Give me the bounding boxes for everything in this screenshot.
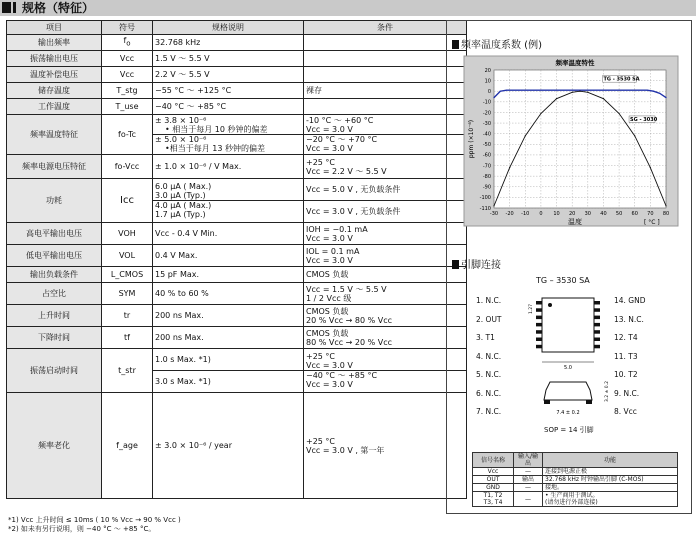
row-spec: 1.0 s Max. *1) 3.0 s Max. *1) [153, 349, 304, 393]
row-symbol: tf [102, 327, 153, 349]
data-point [579, 91, 580, 92]
header-signal: 信号名称 [473, 453, 514, 468]
row-condition: Vcc = 1.5 V ～ 5.5 V 1 / 2 Vcc 级 [304, 283, 467, 305]
data-point [603, 98, 604, 99]
y-tick-label: -70 [482, 163, 491, 170]
data-point [509, 167, 510, 168]
pin-label: 6. N.C. [476, 388, 502, 398]
y-axis-label: ppm (×10⁻⁶) [468, 119, 475, 159]
row-spec: Vcc - 0.4 V Min. [153, 223, 304, 245]
pin-label: 1. N.C. [476, 296, 502, 305]
row-spec: 2.2 V ～ 5.5 V [153, 67, 304, 83]
pin-section-title: 引脚连接 [452, 256, 501, 271]
table-row [473, 484, 678, 492]
row-item: 功耗 [7, 179, 102, 223]
footnote: *1) Vcc 上升时间 ≤ 10ms ( 10 % Vcc → 90 % Vcc ) [8, 516, 181, 524]
side-lead [544, 400, 550, 404]
footnotes [8, 516, 181, 534]
chart-section-title: 频率温度系数 (例) [452, 36, 542, 51]
row-spec: 32.768 kHz [153, 35, 304, 51]
data-point [647, 90, 648, 91]
footnote: *2) 如未有另行说明，则 −40 °C ～ +85 °C。 [8, 525, 156, 533]
data-point [618, 113, 619, 114]
package-name: TG – 3530 SA [536, 276, 590, 285]
pin-label: 11. T3 [614, 351, 638, 361]
row-condition: CMOS 负载 20 % Vcc → 80 % Vcc [304, 305, 467, 327]
table-header-row [7, 21, 467, 35]
y-tick-label: -80 [482, 173, 491, 180]
row-condition: IOL = 0.1 mA Vcc = 3.0 V [304, 245, 467, 267]
pin-function-table [472, 452, 678, 507]
data-point [634, 135, 635, 136]
row-symbol: SYM [102, 283, 153, 305]
row-symbol: tr [102, 305, 153, 327]
dim-bottom-width: 7.4 ± 0.2 [556, 410, 580, 416]
row-symbol: t_str [102, 349, 153, 393]
row-item: 高电平输出电压 [7, 223, 102, 245]
data-point [500, 91, 501, 92]
dim-top-width: 5.0 [564, 365, 572, 371]
x-axis-label: 温度 [568, 218, 582, 226]
table-row [7, 267, 467, 283]
table-row [7, 349, 467, 393]
package-pin [594, 345, 600, 349]
row-item: 输出频率 [7, 35, 102, 51]
header-spec: 规格说明 [153, 21, 304, 35]
package-pin [536, 301, 542, 305]
table-cell: 输出 [514, 476, 543, 484]
row-spec: 40 % to 60 % [153, 283, 304, 305]
data-point [659, 93, 660, 94]
row-condition: IOH = −0.1 mA Vcc = 3.0 V [304, 223, 467, 245]
data-point [665, 97, 666, 98]
series-label: TG - 3530 SA [603, 76, 640, 83]
pin-label: 4. N.C. [476, 351, 502, 361]
y-tick-label: 10 [484, 78, 491, 85]
row-spec: ± 3.8 × 10⁻⁶ • 相当于每月 10 秒钟的偏差 ± 5.0 × 10⁻⁶ •相当于每月 13 秒钟的偏差 [153, 115, 304, 155]
data-point [493, 205, 494, 206]
row-item: 工作温度 [7, 99, 102, 115]
x-tick-label: 10 [553, 211, 560, 217]
table-row [473, 492, 678, 507]
y-tick-label: -90 [482, 184, 491, 191]
row-symbol: fo-Vcc [102, 155, 153, 179]
x-axis-unit: [ °C ] [644, 219, 660, 226]
row-symbol: Vcc [102, 67, 153, 83]
square-bullet-icon [452, 260, 459, 269]
spec-table [6, 20, 467, 499]
table-row [7, 283, 467, 305]
pin-label: 12. T4 [614, 333, 638, 342]
table-row [7, 51, 467, 67]
row-item: 上升时间 [7, 305, 102, 327]
pin-label: 2. OUT [476, 314, 502, 324]
y-tick-label: -110 [479, 205, 491, 212]
row-item: 输出负载条件 [7, 267, 102, 283]
row-item: 振荡启动时间 [7, 349, 102, 393]
package-pin [594, 338, 600, 342]
row-condition [304, 67, 467, 83]
pin-label: 7. N.C. [476, 407, 502, 416]
pin-label: 9. N.C. [614, 388, 640, 398]
row-item: 低电平输出电压 [7, 245, 102, 267]
table-row [7, 67, 467, 83]
row-symbol: VOH [102, 223, 153, 245]
table-header-row [473, 453, 678, 468]
row-spec: 1.5 V ～ 5.5 V [153, 51, 304, 67]
table-cell: — [514, 492, 543, 507]
data-point [506, 90, 507, 91]
row-spec: 6.0 μA ( Max.) 3.0 μA (Typ.) 4.0 μA ( Max.) 1.7 μA (Typ.) [153, 179, 304, 223]
table-row [7, 245, 467, 267]
data-point [540, 113, 541, 114]
y-tick-label: -100 [479, 195, 491, 202]
y-tick-label: 20 [484, 67, 491, 74]
row-symbol: VOL [102, 245, 153, 267]
header-condition: 条件 [304, 21, 467, 35]
package-pin [594, 330, 600, 334]
pin1-marker-icon [548, 303, 552, 307]
row-condition: CMOS 负载 [304, 267, 467, 283]
x-tick-label: -20 [505, 211, 514, 217]
data-point [572, 92, 573, 93]
table-cell: OUT [473, 476, 514, 484]
row-symbol: Vcc [102, 51, 153, 67]
table-cell: — [514, 468, 543, 476]
table-row [7, 179, 467, 223]
x-tick-label: 70 [647, 211, 654, 217]
page-title: 规格（特征） [22, 1, 95, 15]
y-tick-label: -20 [482, 110, 491, 117]
series-label: SG - 3030 [630, 116, 658, 123]
table-row [7, 327, 467, 349]
y-tick-label: -50 [482, 142, 491, 149]
sop-label: SOP = 14 引脚 [544, 426, 594, 434]
row-condition: 裸存 [304, 83, 467, 99]
row-spec: −40 °C ～ +85 °C [153, 99, 304, 115]
table-row [7, 35, 467, 51]
table-row [7, 83, 467, 99]
table-row [7, 393, 467, 499]
data-point [665, 205, 666, 206]
row-item: 下降时间 [7, 327, 102, 349]
pin-label: 14. GND [614, 296, 646, 305]
package-pin [536, 345, 542, 349]
x-tick-label: 30 [584, 211, 592, 217]
row-condition: +25 °C Vcc = 2.2 V ～ 5.5 V [304, 155, 467, 179]
x-tick-label: 20 [568, 211, 576, 217]
pin-label: 3. T1 [476, 333, 495, 342]
row-spec: 15 pF Max. [153, 267, 304, 283]
table-row [7, 99, 467, 115]
row-condition: -10 °C ～ +60 °C Vcc = 3.0 V −20 °C ～ +70 °C Vcc = 3.0 V [304, 115, 467, 155]
row-item: 频率温度特征 [7, 115, 102, 155]
row-symbol: fo-Tc [102, 115, 153, 155]
data-point [587, 92, 588, 93]
x-tick-label: 80 [662, 211, 670, 217]
row-condition: +25 °C Vcc = 3.0 V , 第一年 [304, 393, 467, 499]
table-cell: T1, T2 T3, T4 [473, 492, 514, 507]
row-condition: Vcc = 5.0 V , 无负载条件 Vcc = 3.0 V , 无负载条件 [304, 179, 467, 223]
table-cell: GND [473, 484, 514, 492]
row-spec: 0.4 V Max. [153, 245, 304, 267]
x-tick-label: 50 [615, 211, 623, 217]
row-symbol: T_stg [102, 83, 153, 99]
row-spec: ± 3.0 × 10⁻⁶ / year [153, 393, 304, 499]
data-point [525, 135, 526, 136]
row-symbol: L_CMOS [102, 267, 153, 283]
row-condition: +25 °C Vcc = 3.0 V −40 °C ～ +85 °C Vcc = 3.0 V [304, 349, 467, 393]
table-row [7, 223, 467, 245]
header-function: 功能 [543, 453, 678, 468]
side-view-body [544, 382, 592, 400]
row-symbol: $f_o$ [102, 35, 153, 51]
side-lead [586, 400, 592, 404]
table-cell: 接地。 [543, 484, 678, 492]
pin-label: 10. T2 [614, 370, 638, 379]
table-cell: Vcc [473, 468, 514, 476]
header-symbol: 符号 [102, 21, 153, 35]
package-pin [536, 330, 542, 334]
row-condition [304, 99, 467, 115]
package-pin [594, 301, 600, 305]
package-pin [536, 338, 542, 342]
package-pin [594, 316, 600, 320]
row-item: 储存温度 [7, 83, 102, 99]
header-io: 输入/输出 [514, 453, 543, 468]
row-item: 振荡输出电压 [7, 51, 102, 67]
x-tick-label: -30 [489, 211, 499, 217]
table-row [473, 468, 678, 476]
table-cell: — [514, 484, 543, 492]
table-cell: • 生产商用于测试。 (请勿进行外部连接) [543, 492, 678, 507]
package-pin [536, 316, 542, 320]
pin-label: 13. N.C. [614, 314, 644, 324]
row-condition [304, 35, 467, 51]
data-point [493, 97, 494, 98]
row-spec: −55 °C ～ +125 °C [153, 83, 304, 99]
row-symbol: Icc [102, 179, 153, 223]
row-condition: CMOS 负载 80 % Vcc → 20 % Vcc [304, 327, 467, 349]
y-tick-label: -60 [482, 152, 491, 159]
row-condition [304, 51, 467, 67]
x-tick-label: 40 [600, 211, 607, 217]
row-item: 占空比 [7, 283, 102, 305]
row-symbol: f_age [102, 393, 153, 499]
row-item: 温度补偿电压 [7, 67, 102, 83]
header-item: 项目 [7, 21, 102, 35]
row-item: 频率老化 [7, 393, 102, 499]
pin-label: 5. N.C. [476, 370, 502, 379]
package-pin [594, 308, 600, 312]
y-tick-label: -30 [482, 120, 491, 127]
package-pin [594, 323, 600, 327]
header-block-icon [2, 2, 11, 13]
row-spec: ± 1.0 × 10⁻⁶ / V Max. [153, 155, 304, 179]
package-pin [536, 323, 542, 327]
data-point [556, 98, 557, 99]
row-symbol: T_use [102, 99, 153, 115]
table-row [7, 155, 467, 179]
y-tick-label: -40 [482, 131, 491, 138]
y-tick-label: 0 [487, 89, 491, 96]
data-point [653, 91, 654, 92]
header-bar-icon [13, 2, 16, 13]
dim-pitch: 1.27 [529, 303, 534, 314]
y-tick-label: -10 [482, 99, 491, 106]
freq-temp-chart [460, 52, 686, 230]
dim-bottom-height: 3.2 ± 0.2 [605, 381, 610, 402]
table-cell: 连接到电源正极 [543, 468, 678, 476]
package-drawing [520, 290, 616, 420]
square-bullet-icon [452, 40, 459, 49]
table-row [7, 115, 467, 155]
table-row [473, 476, 678, 484]
x-tick-label: 60 [631, 211, 638, 217]
chart-title: 频率温度特性 [555, 59, 595, 67]
row-spec: 200 ns Max. [153, 327, 304, 349]
package-pin [536, 308, 542, 312]
row-spec: 200 ns Max. [153, 305, 304, 327]
table-row [7, 305, 467, 327]
data-point [650, 167, 651, 168]
x-tick-label: -10 [521, 211, 530, 217]
section-header [0, 0, 696, 16]
x-tick-label: 0 [539, 211, 543, 217]
pin-label: 8. Vcc [614, 407, 637, 416]
table-cell: 32.768 kHz 时钟输出引脚 (C-MOS) [543, 476, 678, 484]
row-item: 频率电源电压特征 [7, 155, 102, 179]
